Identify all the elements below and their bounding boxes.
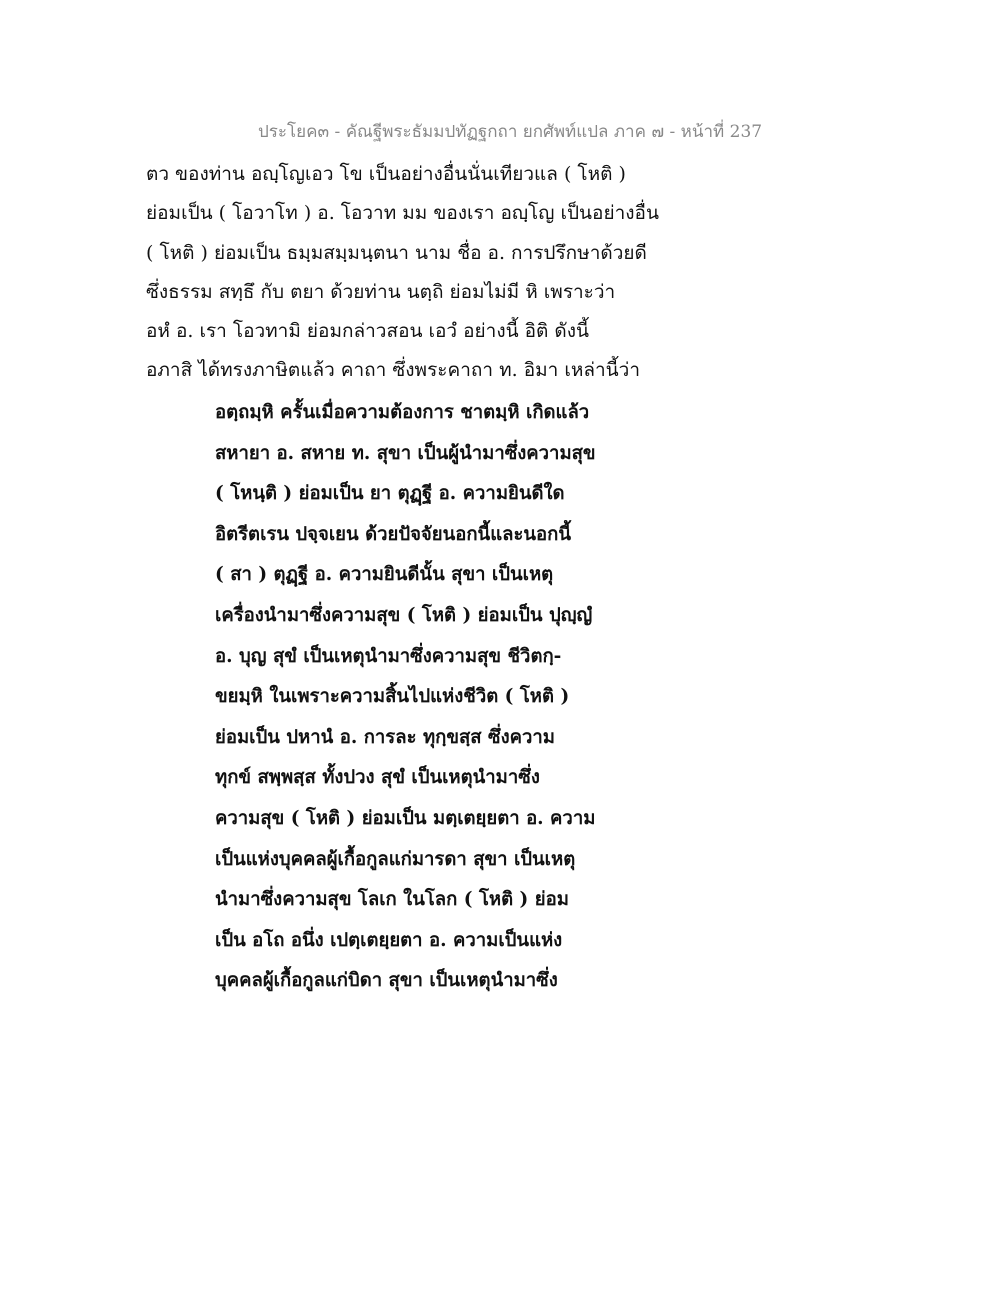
verse-line-8: ขยมฺหิ ในเพราะความสิ้นไปแห่งชีวิต ( โหติ ) [215, 686, 570, 708]
verse-line-7: อ. บุญ สุขํ เป็นเหตุนำมาซึ่งความสุข ชีวิตกฺ- [215, 645, 562, 667]
verse-line-6: เครื่องนำมาซึ่งความสุข ( โหติ ) ย่อมเป็น ปุญฺญํ [215, 604, 593, 626]
verse-line-15: บุคคลผู้เกื้อกูลแก่บิดา สุขา เป็นเหตุนำมาซึ่ง [215, 970, 558, 992]
body-line-4: ซึ่งธรรม สทฺธึ กับ ตยา ด้วยท่าน นตฺถิ ย่อมไม่มี หิ เพราะว่า [146, 280, 616, 303]
verse-line-5: ( สา ) ตุฏฺฐี อ. ความยินดีนั้น สุขา เป็นเหตุ [215, 564, 554, 586]
verse-block [215, 393, 635, 1002]
body-line-5: อหํ อ. เรา โอวทามิ ย่อมกล่าวสอน เอวํ อย่างนี้ อิติ ดังนี้ [146, 320, 590, 343]
verse-line-14: เป็น อโถ อนึ่ง เปตฺเตยฺยตา อ. ความเป็นแห่ง [215, 929, 563, 951]
verse-line-2: สหายา อ. สหาย ท. สุขา เป็นผู้นำมาซึ่งความสุข [215, 442, 596, 464]
page-header: ประโยค๓ - คัณฐีพระธัมมปทัฏฐกถา ยกศัพท์แปล ภาค ๗ - หน้าที่ 237 [258, 122, 763, 142]
body-line-6: อภาสิ ได้ทรงภาษิตแล้ว คาถา ซึ่งพระคาถา ท. อิมา เหล่านี้ว่า [146, 359, 640, 382]
verse-line-4: อิตรีตเรน ปจฺจเยน ด้วยปัจจัยนอกนี้และนอกนี้ [215, 523, 572, 545]
verse-line-13: นำมาซึ่งความสุข โลเก ในโลก ( โหติ ) ย่อม [215, 889, 569, 911]
verse-line-12: เป็นแห่งบุคคลผู้เกื้อกูลแก่มารดา สุขา เป็นเหตุ [215, 848, 576, 870]
verse-line-1: อตฺถมฺหิ ครั้นเมื่อความต้องการ ชาตมฺหิ เกิดแล้ว [215, 402, 590, 423]
body-line-3: ( โหติ ) ย่อมเป็น ธมฺมสมฺมนฺตนา นาม ชื่อ อ. การปรึกษาด้วยดี [146, 241, 647, 264]
body-line-2: ย่อมเป็น ( โอวาโท ) อ. โอวาท มม ของเรา อญฺโญ เป็นอย่างอื่น [146, 202, 659, 225]
verse-line-11: ความสุข ( โหติ ) ย่อมเป็น มตฺเตยฺยตา อ. ความ [215, 807, 596, 829]
body-paragraph [146, 155, 686, 391]
verse-line-9: ย่อมเป็น ปหานํ อ. การละ ทุกฺขสฺส ซึ่งความ [215, 726, 555, 748]
verse-line-3: ( โหนฺติ ) ย่อมเป็น ยา ตุฏฺฐี อ. ความยินดีใด [215, 483, 565, 505]
body-line-1: ตว ของท่าน อญฺโญเอว โข เป็นอย่างอื่นนั่นเทียวแล ( โหติ ) [146, 163, 626, 185]
verse-line-10: ทุกข์ สพฺพสฺส ทั้งปวง สุขํ เป็นเหตุนำมาซึ่ง [215, 767, 540, 789]
